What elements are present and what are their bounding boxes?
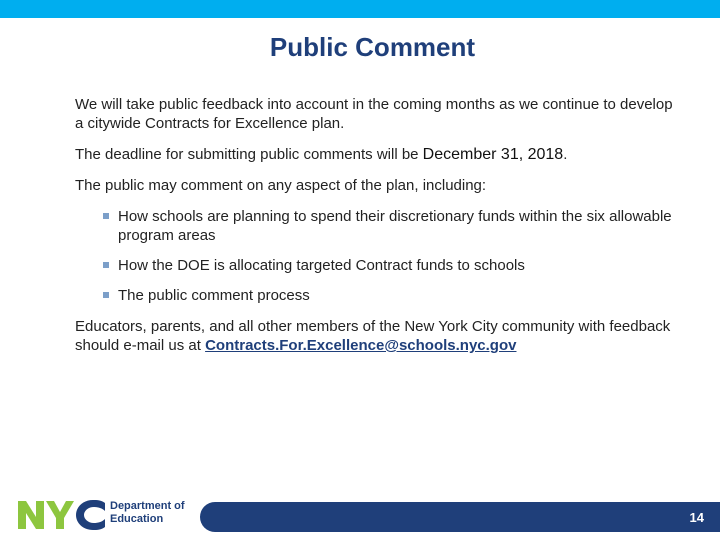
- footer-bar: [200, 502, 720, 532]
- deadline-suffix: .: [563, 146, 568, 163]
- bullet-item: [75, 207, 675, 245]
- nyc-logo-icon: [17, 497, 107, 533]
- contact-paragraph: [75, 317, 675, 355]
- square-bullet-icon: [103, 213, 109, 219]
- bullet-item: [75, 256, 675, 275]
- scope-paragraph: The public may comment on any aspect of the plan, including:: [75, 177, 487, 194]
- slide-body: [75, 95, 675, 367]
- department-name: [110, 500, 185, 526]
- top-accent-bar: [0, 0, 720, 18]
- contact-text: Educators, parents, and all other members of the New York City community with feedback should e-mail us at: [75, 318, 671, 354]
- bullet-list: [75, 207, 675, 305]
- bullet-item: [75, 286, 675, 305]
- intro-paragraph: We will take public feedback into account in the coming months as we continue to develop a citywide Contracts for Excellence plan.: [75, 96, 673, 132]
- slide-title: Public Comment: [269, 32, 476, 62]
- dept-line-1: Department of: [110, 500, 185, 512]
- dept-line-2: Education: [110, 513, 164, 525]
- deadline-prefix: The deadline for submitting public comments will be: [75, 146, 423, 163]
- bullet-text: How the DOE is allocating targeted Contract funds to schools: [118, 257, 525, 274]
- square-bullet-icon: [103, 262, 109, 268]
- square-bullet-icon: [103, 292, 109, 298]
- nyc-doe-logo: [17, 497, 197, 533]
- bullet-text: How schools are planning to spend their discretionary funds within the six allowable program areas: [118, 208, 672, 244]
- bullet-text: The public comment process: [118, 287, 310, 304]
- page-number: 14: [689, 510, 704, 525]
- deadline-paragraph: [75, 145, 675, 164]
- deadline-date: December 31, 2018: [422, 146, 564, 163]
- email-link[interactable]: Contracts.For.Excellence@schools.nyc.gov: [205, 337, 517, 354]
